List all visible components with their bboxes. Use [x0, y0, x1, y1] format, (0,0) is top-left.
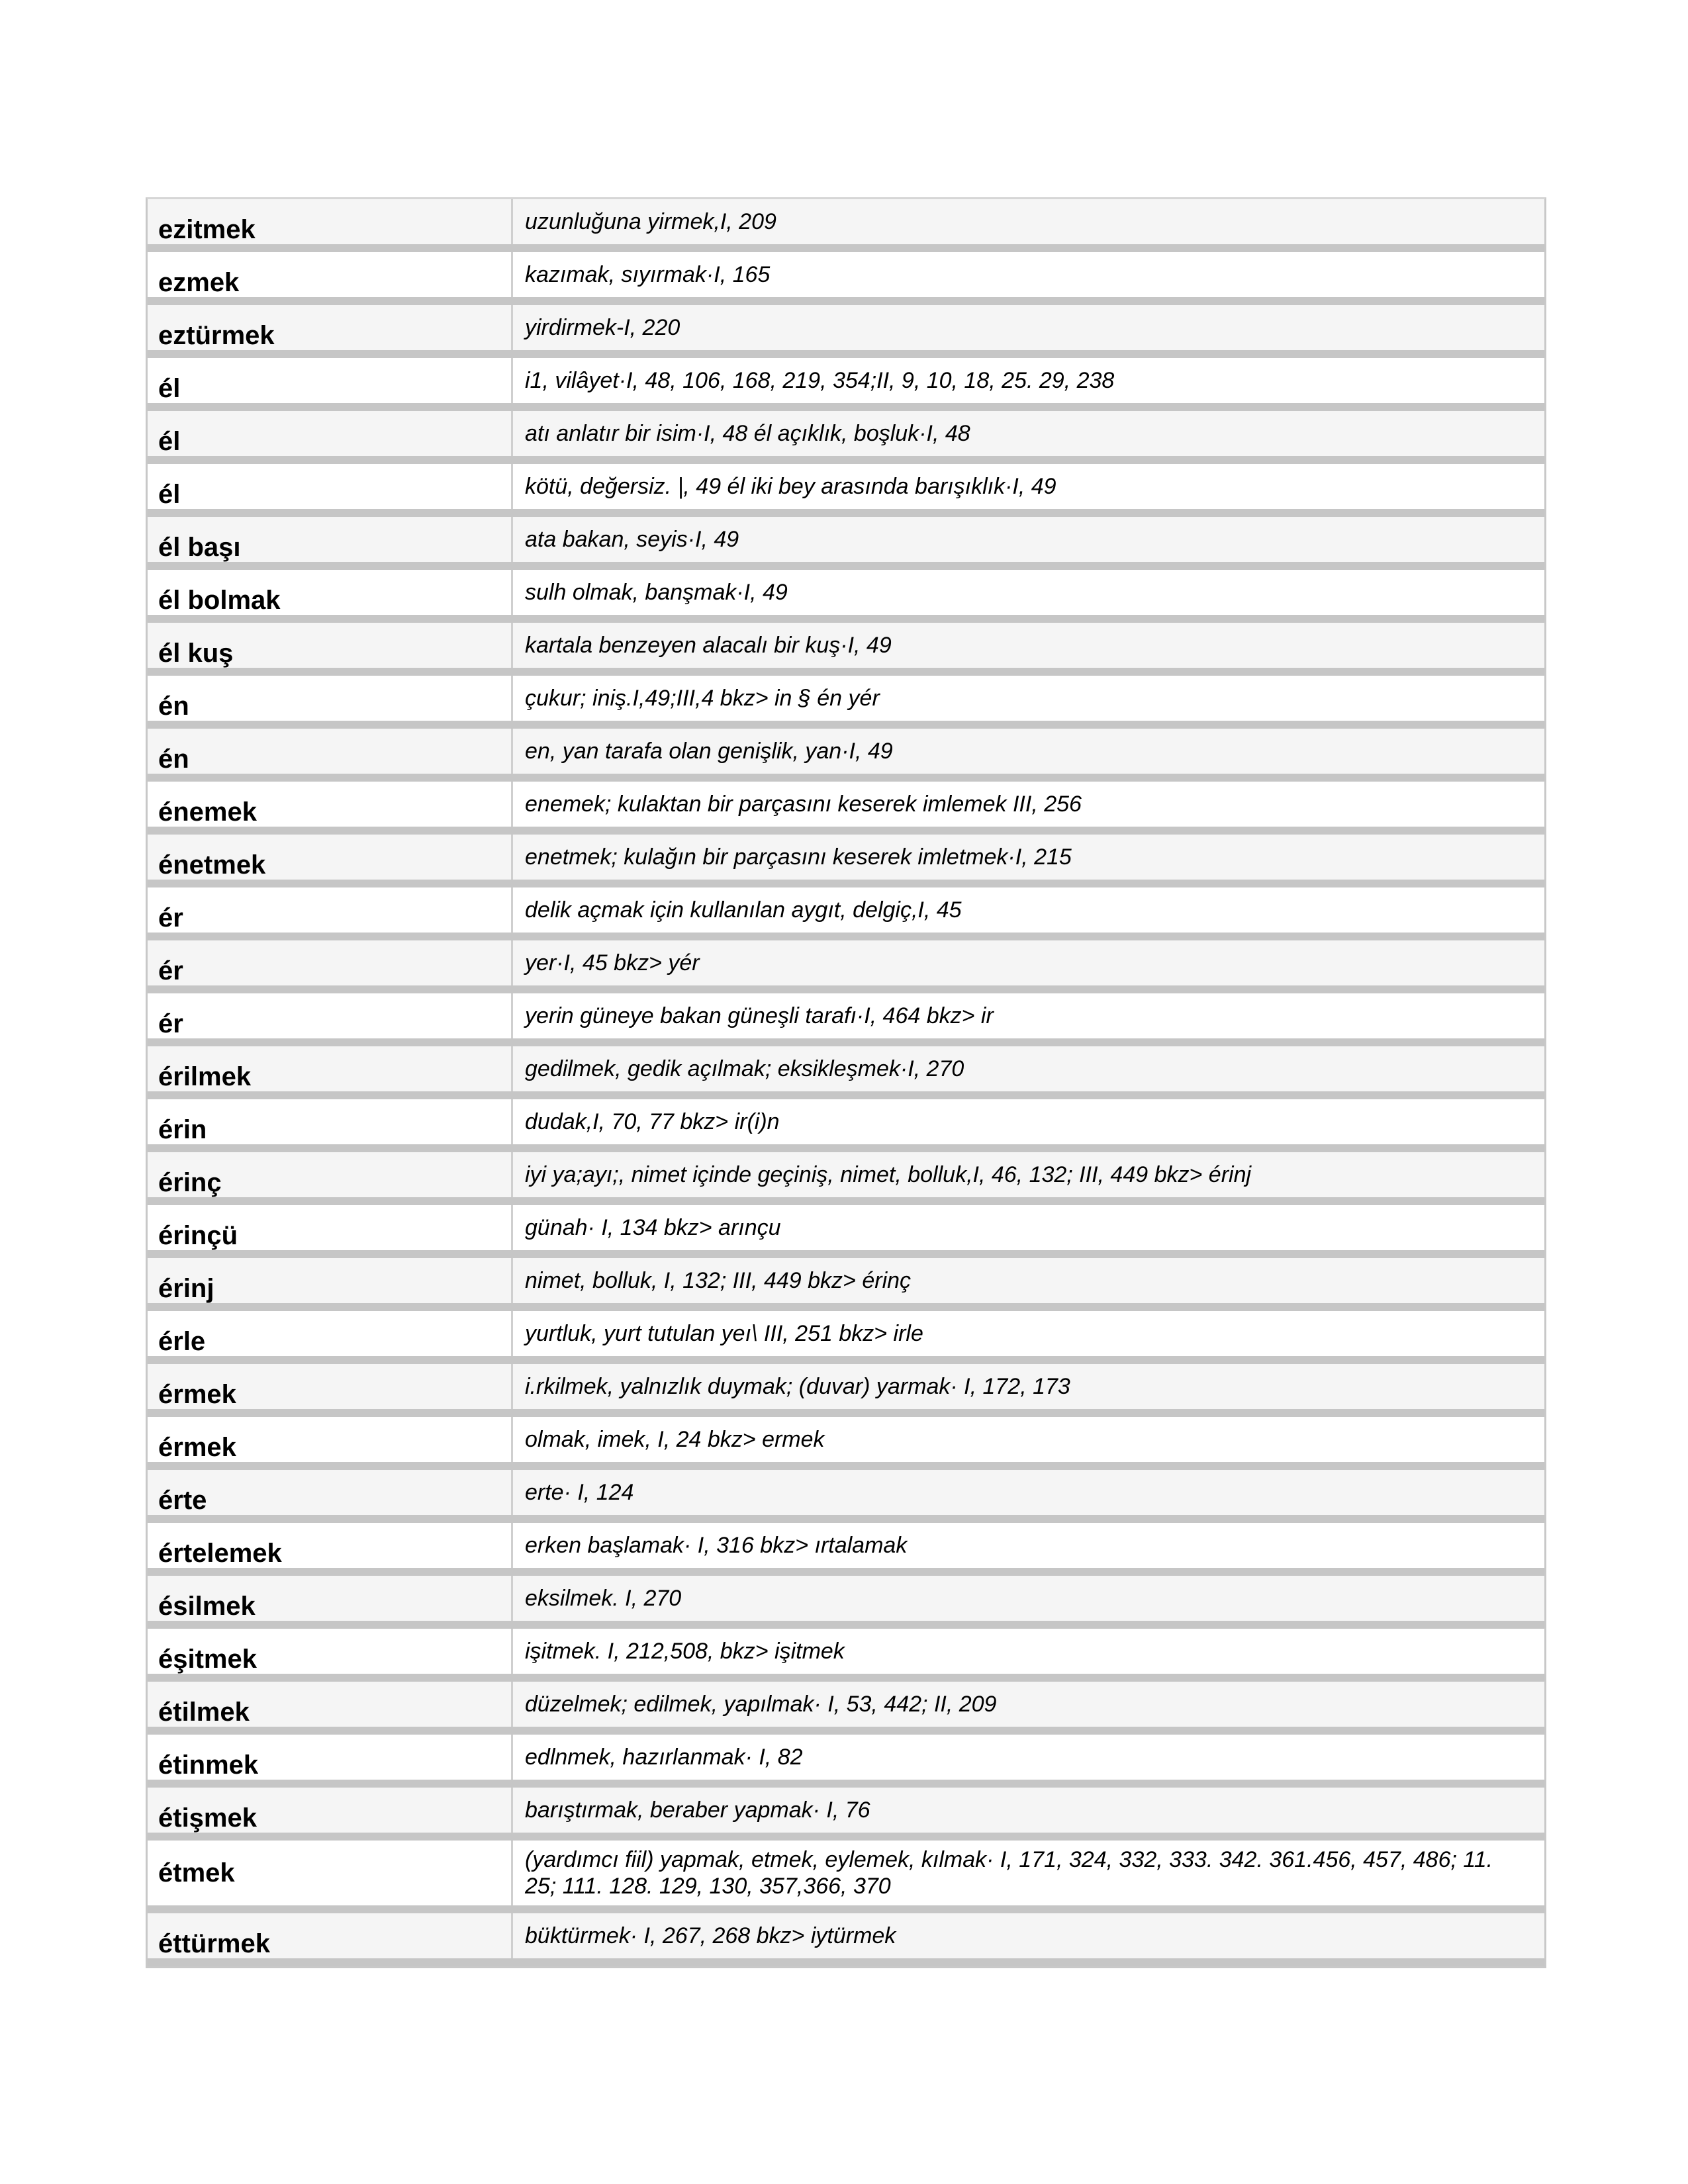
- term-cell: értelemek: [148, 1523, 513, 1568]
- term-cell: étmek: [148, 1841, 513, 1905]
- table-row: [148, 729, 1544, 782]
- term-cell: ér: [148, 887, 513, 933]
- term-cell: érilmek: [148, 1046, 513, 1091]
- term-cell: ér: [148, 940, 513, 985]
- definition-cell: erken başlamak· I, 316 bkz> ırtalamak: [525, 1533, 908, 1558]
- definition-cell: dudak,I, 70, 77 bkz> ir(i)n: [525, 1109, 780, 1134]
- table-row: [148, 782, 1544, 835]
- definition-cell: eksilmek. I, 270: [525, 1586, 682, 1611]
- term-cell: él: [148, 411, 513, 456]
- definition-cell: kartala benzeyen alacalı bir kuş·I, 49: [525, 633, 892, 658]
- definition-cell: yurtluk, yurt tutulan yeı\ III, 251 bkz> irle: [525, 1321, 923, 1346]
- definition-cell: barıştırmak, beraber yapmak· I, 76: [525, 1797, 870, 1823]
- term-cell: él: [148, 358, 513, 403]
- definition-cell: sulh olmak, banşmak·I, 49: [525, 580, 788, 605]
- table-row: [148, 940, 1544, 993]
- definition-cell: işitmek. I, 212,508, bkz> işitmek: [525, 1639, 845, 1664]
- definition-cell: delik açmak için kullanılan aygıt, delgiç,I, 45: [525, 897, 962, 923]
- definition-cell: ata bakan, seyis·I, 49: [525, 527, 739, 552]
- definition-cell: düzelmek; edilmek, yapılmak· I, 53, 442; II, 209: [525, 1692, 997, 1717]
- table-row: [148, 1364, 1544, 1417]
- table-row: [148, 358, 1544, 411]
- definition-cell: enetmek; kulağın bir parçasını keserek imletmek·I, 215: [525, 844, 1072, 870]
- term-cell: eztürmek: [148, 305, 513, 350]
- term-cell: énetmek: [148, 835, 513, 880]
- term-cell: étişmek: [148, 1788, 513, 1833]
- definition-cell: yirdirmek-I, 220: [525, 315, 680, 340]
- definition-cell: enemek; kulaktan bir parçasını keserek imlemek III, 256: [525, 792, 1082, 817]
- table-row: [148, 1311, 1544, 1364]
- table-row: [148, 1258, 1544, 1311]
- term-cell: érinç: [148, 1152, 513, 1197]
- table-row: [148, 1099, 1544, 1152]
- definition-cell: büktürmek· I, 267, 268 bkz> iytürmek: [525, 1923, 896, 1948]
- term-cell: érin: [148, 1099, 513, 1144]
- table-row: [148, 1576, 1544, 1629]
- definition-cell: gedilmek, gedik açılmak; eksikleşmek·I, 270: [525, 1056, 964, 1081]
- term-cell: ezmek: [148, 252, 513, 297]
- table-row: [148, 993, 1544, 1046]
- table-row: [148, 570, 1544, 623]
- term-cell: érle: [148, 1311, 513, 1356]
- table-row: [148, 199, 1544, 252]
- definition-cell: nimet, bolluk, I, 132; III, 449 bkz> érinç: [525, 1268, 912, 1293]
- definition-cell: günah· I, 134 bkz> arınçu: [525, 1215, 781, 1240]
- table-row: [148, 1629, 1544, 1682]
- table-row: [148, 1152, 1544, 1205]
- definition-cell: çukur; iniş.I,49;III,4 bkz> in § én yér: [525, 686, 880, 711]
- term-cell: él kuş: [148, 623, 513, 668]
- term-cell: éttürmek: [148, 1913, 513, 1958]
- table-row: [148, 517, 1544, 570]
- table-row: [148, 305, 1544, 358]
- table-row: [148, 887, 1544, 940]
- table-row: [148, 1417, 1544, 1470]
- term-cell: él başı: [148, 517, 513, 562]
- definition-cell: iyi ya;ayı;, nimet içinde geçiniş, nimet, bolluk,I, 46, 132; III, 449 bkz> érinj: [525, 1162, 1252, 1187]
- term-cell: él: [148, 464, 513, 509]
- definition-cell: kötü, değersiz. |, 49 él iki bey arasında barışıklık·I, 49: [525, 474, 1056, 499]
- table-row: [148, 1682, 1544, 1735]
- definition-cell: yer·I, 45 bkz> yér: [525, 950, 700, 976]
- definition-cell: atı anlatır bir isim·I, 48 él açıklık, boşluk·I, 48: [525, 421, 970, 446]
- term-cell: énemek: [148, 782, 513, 827]
- definition-cell: yerin güneye bakan güneşli tarafı·I, 464 bkz> ir: [525, 1003, 994, 1028]
- table-row: [148, 1735, 1544, 1788]
- definition-cell: erte· I, 124: [525, 1480, 634, 1505]
- definition-cell: kazımak, sıyırmak·I, 165: [525, 262, 771, 287]
- definition-cell: olmak, imek, I, 24 bkz> ermek: [525, 1427, 825, 1452]
- term-cell: étilmek: [148, 1682, 513, 1727]
- table-row: [148, 464, 1544, 517]
- definition-cell: i.rkilmek, yalnızlık duymak; (duvar) yarmak· I, 172, 173: [525, 1374, 1070, 1399]
- table-row: [148, 1913, 1544, 1966]
- table-row: [148, 623, 1544, 676]
- table-row: [148, 1523, 1544, 1576]
- term-cell: én: [148, 676, 513, 721]
- table-row: [148, 1788, 1544, 1841]
- term-cell: én: [148, 729, 513, 774]
- table-row: [148, 252, 1544, 305]
- table-row: [148, 1470, 1544, 1523]
- definition-cell: (yardımcı fiil) yapmak, etmek, eylemek, kılmak· I, 171, 324, 332, 333. 342. 361.456, 457, 486; 11. 25; 111. 128. 129, 130, 357,366, 370: [525, 1847, 1493, 1899]
- table-row: [148, 1046, 1544, 1099]
- table-row: [148, 1841, 1544, 1913]
- term-cell: érte: [148, 1470, 513, 1515]
- definition-cell: uzunluğuna yirmek,I, 209: [525, 209, 776, 234]
- table-row: [148, 676, 1544, 729]
- term-cell: éşitmek: [148, 1629, 513, 1674]
- term-cell: étinmek: [148, 1735, 513, 1780]
- definition-cell: en, yan tarafa olan genişlik, yan·I, 49: [525, 739, 893, 764]
- table-row: [148, 835, 1544, 887]
- table-row: [148, 1205, 1544, 1258]
- term-cell: érmek: [148, 1364, 513, 1409]
- term-cell: érinçü: [148, 1205, 513, 1250]
- term-cell: ér: [148, 993, 513, 1038]
- term-cell: él bolmak: [148, 570, 513, 615]
- table-row: [148, 411, 1544, 464]
- term-cell: érinj: [148, 1258, 513, 1303]
- term-cell: ésilmek: [148, 1576, 513, 1621]
- term-cell: érmek: [148, 1417, 513, 1462]
- definition-cell: i1, vilâyet·I, 48, 106, 168, 219, 354;II, 9, 10, 18, 25. 29, 238: [525, 368, 1115, 393]
- term-cell: ezitmek: [148, 199, 513, 244]
- definition-cell: edlnmek, hazırlanmak· I, 82: [525, 1745, 803, 1770]
- glossary-table: [146, 197, 1546, 1968]
